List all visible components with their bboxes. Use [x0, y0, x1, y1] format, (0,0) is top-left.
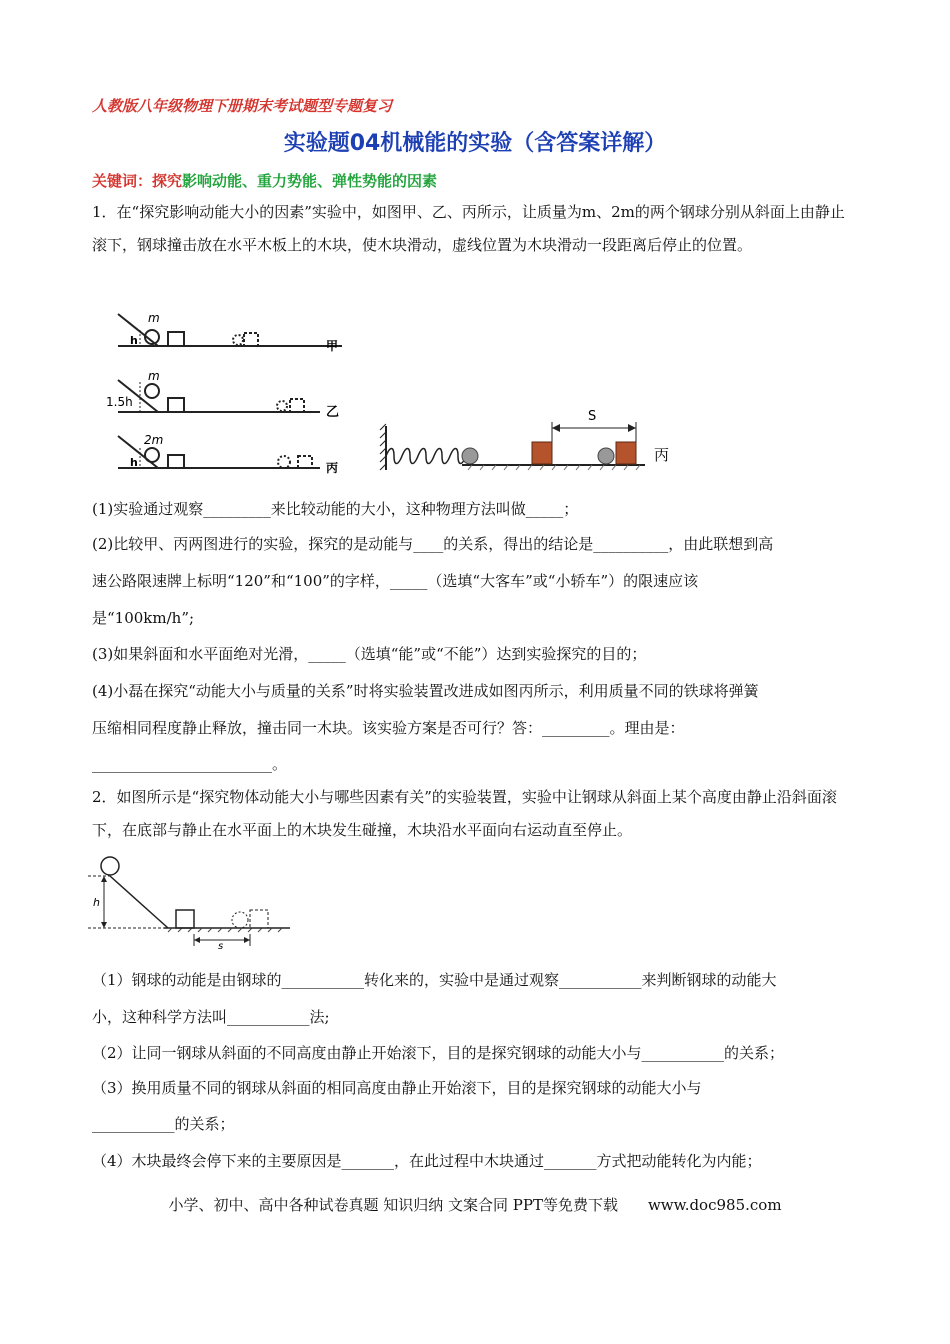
q1-figure-spring [380, 408, 680, 478]
q2-figure [88, 852, 298, 950]
jia-height-label: h [130, 334, 138, 347]
q1-part1: (1)实验通过观察_________来比较动能的大小，这种物理方法叫做_____； [92, 500, 579, 518]
document-title: 实验题04机械能的实验（含答案详解） [283, 131, 667, 156]
q2-part1b: 小，这种科学方法叫___________法; [92, 1008, 330, 1026]
q1-stem: 1．在“探究影响动能大小的因素”实验中，如图甲、乙、丙所示，让质量为m、2m的两个钢球分别从斜面上由静止滚下，钢球撞击放在水平木板上的木块，使木块滑动，虚线位置为木块滑动一段距离后停止的位置。 [92, 203, 845, 254]
q2-height-label: h [93, 896, 100, 909]
keywords-line [92, 170, 437, 191]
page-footer: 小学、初中、高中各种试卷真题 知识归纳 文案合同 PPT等免费下载 www.doc985.com [168, 1196, 782, 1214]
keywords-label: 关键词：探究 [92, 172, 183, 190]
jia-mass-label: m [148, 311, 160, 325]
q2-part1a: （1）钢球的动能是由钢球的___________转化来的，实验中是通过观察___________来判断钢球的动能大 [92, 971, 777, 989]
yi-height-label: 1.5h [106, 395, 133, 409]
q1-part2b: 速公路限速牌上标明“120”和“100”的字样，_____（选填“大客车”或“小轿车”）的限速应该 [92, 572, 699, 590]
spring-figure-label: 丙 [654, 446, 670, 464]
yi-label: 乙 [326, 405, 340, 420]
bing-mass-label: 2m [144, 433, 164, 447]
document-subtitle: 人教版八年级物理下册期末考试题型专题复习 [92, 97, 393, 115]
bing-height-label: h [130, 456, 138, 469]
q2-part3b: ___________的关系； [92, 1115, 235, 1133]
q1-part4b: 压缩相同程度静止释放，撞击同一木块。该实验方案是否可行？答：_________。理由是： [92, 719, 685, 737]
jia-label: 甲 [326, 339, 339, 353]
q1-part2a: (2)比较甲、丙两图进行的实验，探究的是动能与____的关系，得出的结论是__________，由此联想到高 [92, 535, 774, 553]
yi-mass-label: m [148, 369, 160, 383]
keywords-text: 影响动能、重力势能、弹性势能的因素 [182, 172, 438, 190]
q1-part4c: ________________________。 [92, 755, 288, 773]
q2-part3a: （3）换用质量不同的钢球从斜面的相同高度由静止开始滚下，目的是探究钢球的动能大小与 [92, 1079, 702, 1097]
q1-part2c: 是“100km/h”; [92, 609, 195, 627]
q1-part3: (3)如果斜面和水平面绝对光滑，_____（选填“能”或“不能”）达到实验探究的目的； [92, 645, 647, 663]
q2-part4: （4）木块最终会停下来的主要原因是_______，在此过程中木块通过_______方式把动能转化为内能； [92, 1152, 762, 1170]
q1-figure-inclines [106, 308, 352, 478]
q2-part2: （2）让同一钢球从斜面的不同高度由静止开始滚下，目的是探究钢球的动能大小与___________的关系； [92, 1044, 785, 1062]
q1-part4a: (4)小磊在探究“动能大小与质量的关系”时将实验装置改进成如图丙所示，利用质量不同的铁球将弹簧 [92, 682, 759, 700]
bing-label: 丙 [326, 461, 339, 475]
spring-distance-label: S [588, 409, 597, 424]
q2-stem: 2．如图所示是“探究物体动能大小与哪些因素有关”的实验装置，实验中让钢球从斜面上某个高度由静止沿斜面滚下，在底部与静止在水平面上的木块发生碰撞，木块沿水平面向右运动直至停止。 [92, 788, 837, 839]
q2-distance-label: s [218, 941, 224, 952]
